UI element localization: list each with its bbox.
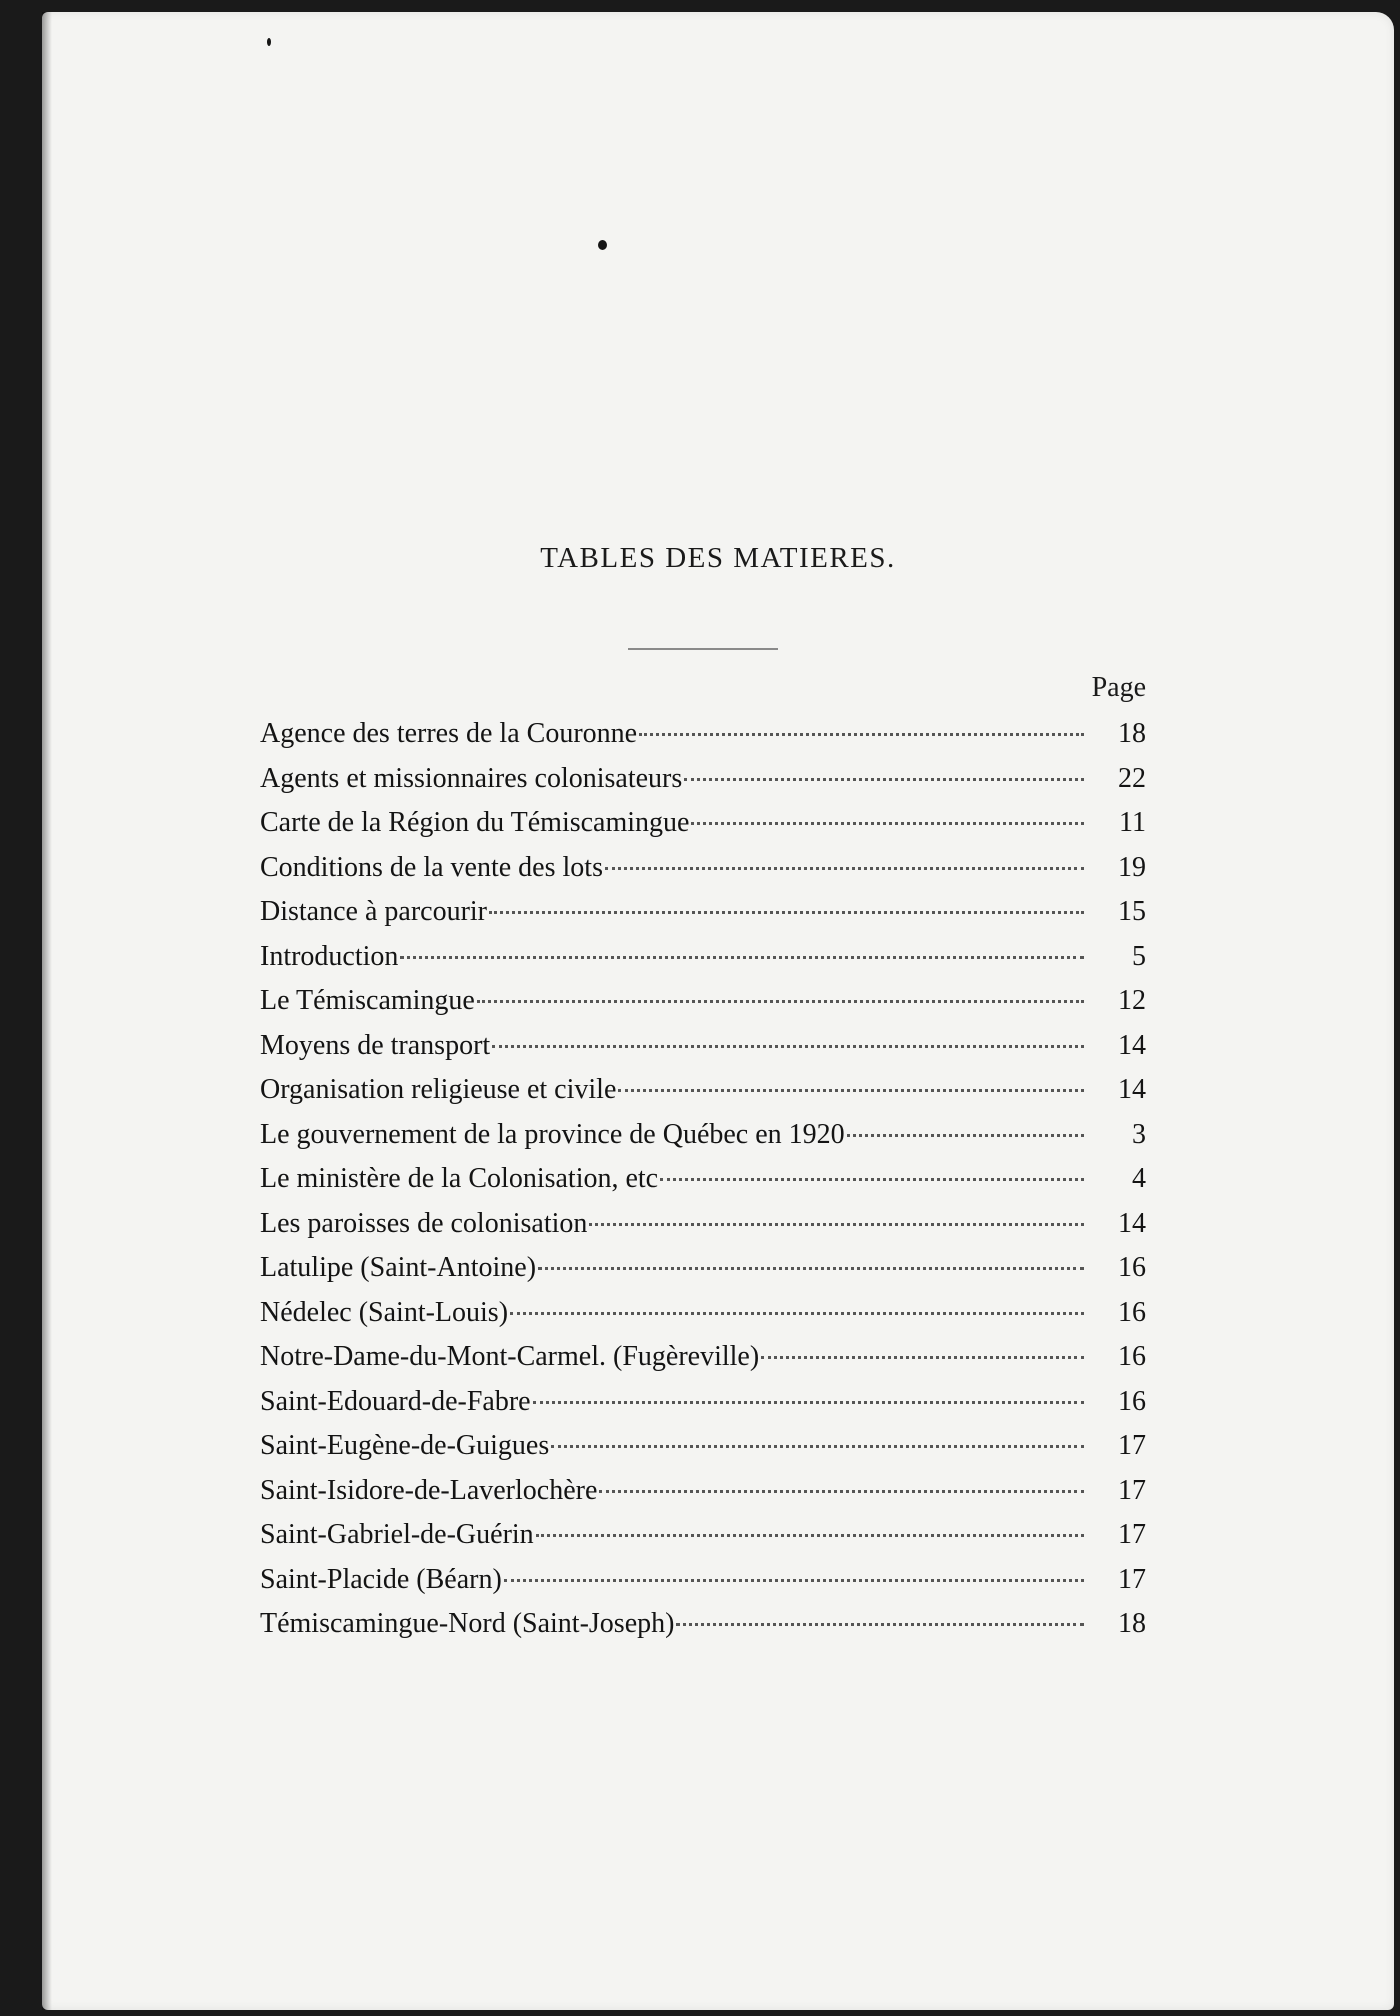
- toc-entry: [260, 763, 1146, 808]
- dot-leader: [639, 732, 1084, 736]
- page-spine-shadow: [42, 12, 52, 2010]
- toc-entry-label: Saint-Eugène-de-Guigues: [260, 1430, 550, 1461]
- toc-entry-label: Le gouvernement de la province de Québec en 1920: [260, 1118, 845, 1150]
- toc-entry: [260, 985, 1146, 1030]
- page-title: TABLES DES MATIERES.: [540, 542, 896, 574]
- toc-entry-label: Notre-Dame-du-Mont-Carmel. (Fugèreville): [260, 1341, 760, 1372]
- dot-leader: [510, 1311, 1084, 1315]
- toc-entry-page-number: 14: [1118, 1074, 1146, 1105]
- toc-entry-label: Témiscamingue-Nord (Saint-Joseph): [260, 1608, 675, 1639]
- dot-leader: [538, 1266, 1084, 1270]
- toc-entry: [260, 1252, 1146, 1297]
- toc-entry: [260, 1163, 1146, 1208]
- toc-entry-label: Introduction: [260, 940, 399, 972]
- toc-entry: [260, 807, 1146, 852]
- dot-leader: [618, 1088, 1084, 1092]
- toc-entry: [260, 1608, 1146, 1653]
- toc-entry-page-number: 16: [1118, 1296, 1146, 1328]
- dot-leader: [691, 821, 1084, 825]
- toc-entry-page-number: 15: [1118, 896, 1146, 927]
- toc-entry-page-number: 11: [1119, 807, 1146, 838]
- toc-entry: [260, 941, 1146, 986]
- dot-leader: [684, 777, 1084, 781]
- toc-entry-page-number: 4: [1132, 1163, 1146, 1194]
- toc-entry: [260, 1030, 1146, 1075]
- toc-entry: [260, 1208, 1146, 1253]
- table-of-contents: [260, 718, 1146, 1653]
- toc-entry-label: Organisation religieuse et civile: [260, 1074, 617, 1105]
- toc-entry-label: Moyens de transport: [260, 1029, 491, 1061]
- dot-leader: [761, 1355, 1084, 1359]
- toc-entry-label: Agence des terres de la Couronne: [260, 718, 638, 749]
- toc-entry-label: Conditions de la vente des lots: [260, 851, 603, 883]
- toc-entry-page-number: 18: [1118, 718, 1146, 749]
- toc-entry-page-number: 17: [1118, 1519, 1146, 1550]
- toc-entry-page-number: 17: [1118, 1563, 1146, 1595]
- toc-entry-label: Agents et missionnaires colonisateurs: [260, 762, 683, 794]
- toc-entry: [260, 1297, 1146, 1342]
- dot-leader: [533, 1400, 1084, 1404]
- toc-entry: [260, 1341, 1146, 1386]
- dot-leader: [400, 955, 1084, 959]
- toc-entry: [260, 896, 1146, 941]
- dot-leader: [660, 1177, 1084, 1181]
- toc-entry-page-number: 12: [1118, 985, 1146, 1016]
- toc-entry-page-number: 18: [1118, 1608, 1146, 1639]
- toc-entry-page-number: 3: [1132, 1118, 1146, 1150]
- toc-entry-label: Latulipe (Saint-Antoine): [260, 1252, 537, 1283]
- toc-entry-page-number: 16: [1118, 1252, 1146, 1283]
- dot-leader: [492, 1044, 1084, 1048]
- dot-leader: [504, 1578, 1084, 1582]
- ink-speck: [267, 38, 271, 46]
- dot-leader: [605, 866, 1084, 870]
- toc-entry-label: Distance à parcourir: [260, 896, 487, 927]
- ink-dot: [598, 240, 607, 250]
- toc-entry-page-number: 14: [1118, 1207, 1146, 1239]
- dot-leader: [589, 1222, 1084, 1226]
- toc-entry: [260, 852, 1146, 897]
- page-column-header: Page: [1091, 672, 1146, 703]
- toc-entry-label: Les paroisses de colonisation: [260, 1207, 588, 1239]
- toc-entry: [260, 1430, 1146, 1475]
- toc-entry-label: Le ministère de la Colonisation, etc: [260, 1163, 659, 1194]
- toc-entry-page-number: 19: [1118, 851, 1146, 883]
- dot-leader: [489, 910, 1084, 914]
- dot-leader: [536, 1533, 1084, 1537]
- dot-leader: [847, 1133, 1084, 1137]
- toc-entry-page-number: 14: [1118, 1029, 1146, 1061]
- toc-entry-page-number: 16: [1118, 1385, 1146, 1417]
- toc-entry-label: Nédelec (Saint-Louis): [260, 1296, 509, 1328]
- toc-entry-label: Saint-Edouard-de-Fabre: [260, 1385, 531, 1417]
- toc-entry: [260, 1475, 1146, 1520]
- toc-entry: [260, 1519, 1146, 1564]
- toc-entry-page-number: 5: [1132, 940, 1146, 972]
- toc-entry: [260, 1564, 1146, 1609]
- toc-entry-label: Carte de la Région du Témiscamingue: [260, 807, 690, 838]
- dot-leader: [551, 1444, 1084, 1448]
- toc-entry-page-number: 17: [1118, 1474, 1146, 1506]
- toc-entry-label: Le Témiscamingue: [260, 985, 475, 1016]
- toc-entry-page-number: 22: [1118, 762, 1146, 794]
- dot-leader: [676, 1622, 1084, 1626]
- toc-entry: [260, 1386, 1146, 1431]
- toc-entry-page-number: 17: [1118, 1430, 1146, 1461]
- toc-entry: [260, 1074, 1146, 1119]
- toc-entry-label: Saint-Gabriel-de-Guérin: [260, 1519, 534, 1550]
- dot-leader: [477, 999, 1084, 1003]
- toc-entry-label: Saint-Placide (Béarn): [260, 1563, 502, 1595]
- toc-entry-page-number: 16: [1118, 1341, 1146, 1372]
- toc-entry: [260, 718, 1146, 763]
- title-divider: [628, 648, 778, 650]
- toc-entry-label: Saint-Isidore-de-Laverlochère: [260, 1474, 598, 1506]
- dot-leader: [599, 1489, 1084, 1493]
- toc-entry: [260, 1119, 1146, 1164]
